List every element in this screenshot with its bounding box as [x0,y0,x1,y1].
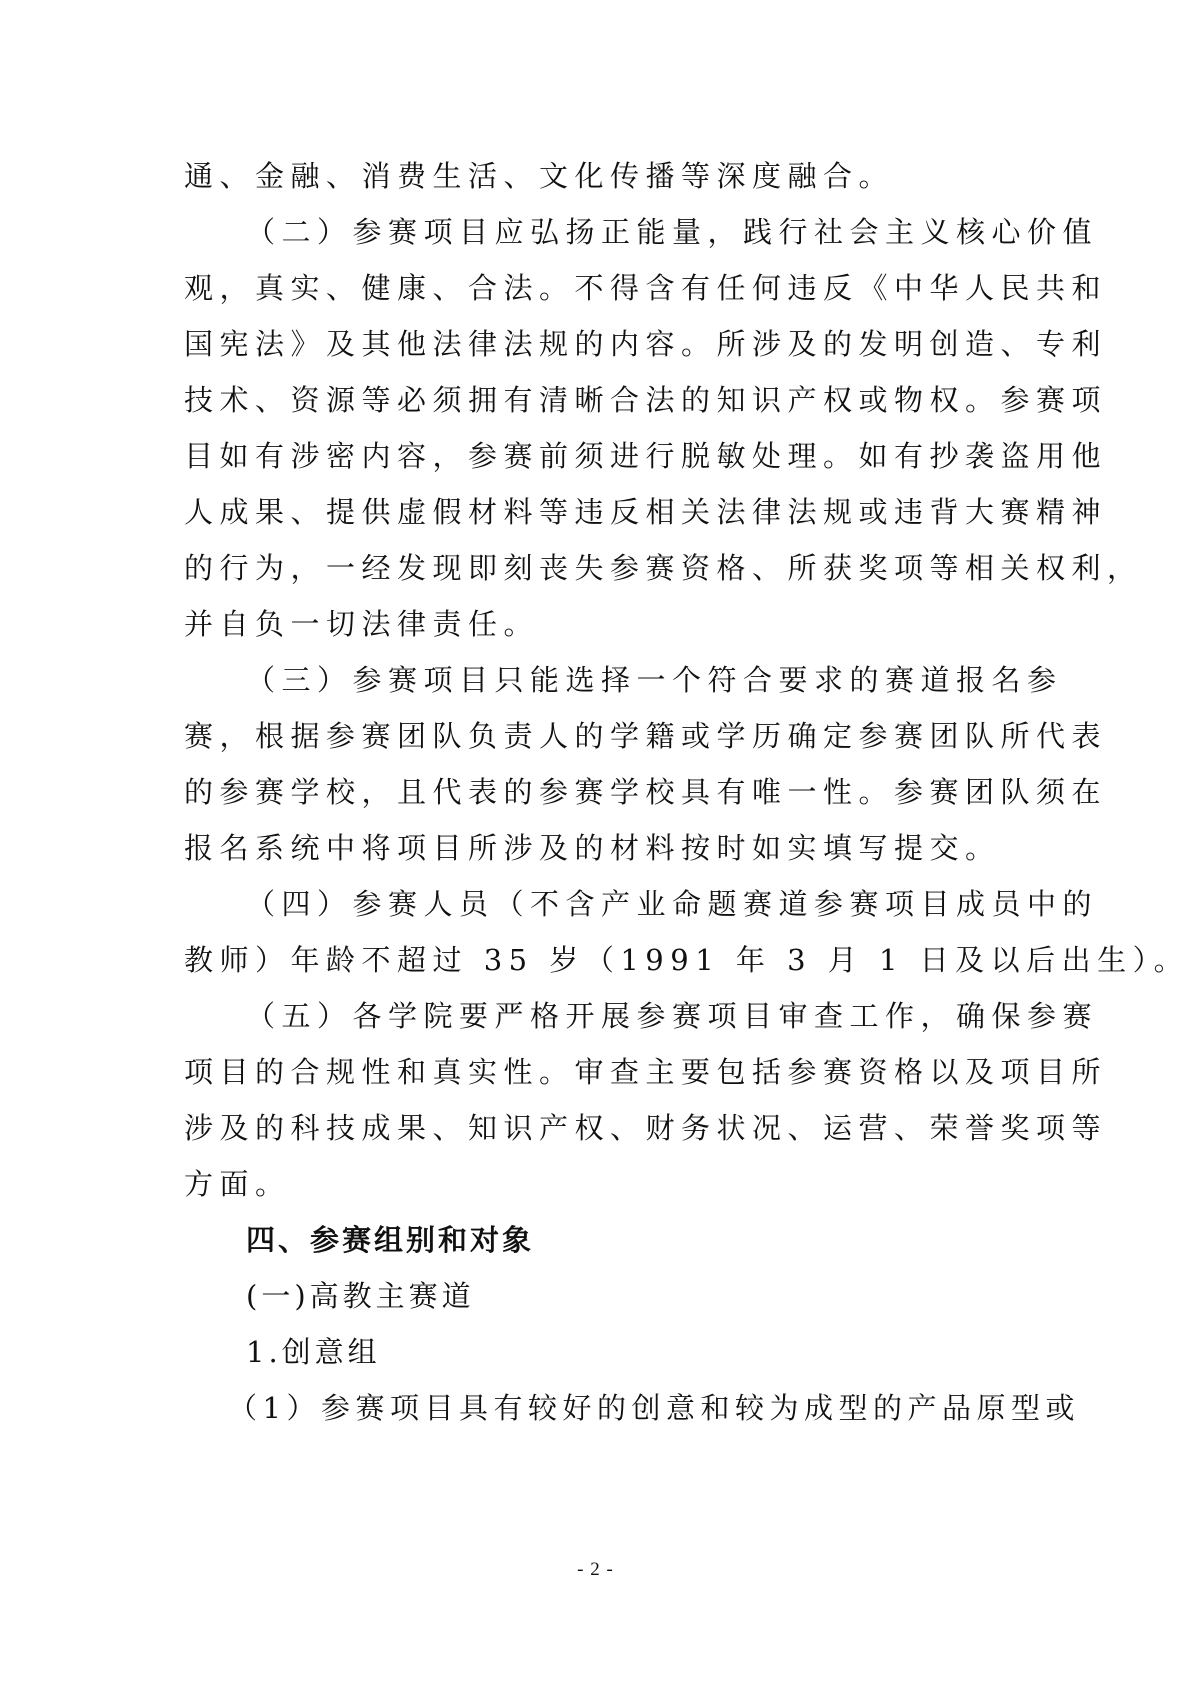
paragraph-line: 技术、资源等必须拥有清晰合法的知识产权或物权。参赛项 [184,383,1108,417]
section-heading: 四、参赛组别和对象 [246,1223,535,1257]
paragraph-line: （三）参赛项目只能选择一个符合要求的赛道报名参 [246,663,1063,697]
paragraph-line: 教师）年龄不超过 35 岁（1991 年 3 月 1 日及以后出生）。 [184,943,1190,977]
paragraph-line: 的参赛学校，且代表的参赛学校具有唯一性。参赛团队须在 [184,775,1108,809]
paragraph-line: 国宪法》及其他法律法规的内容。所涉及的发明创造、专利 [184,327,1108,361]
paragraph-line: 报名系统中将项目所涉及的材料按时如实填写提交。 [184,831,1001,865]
subsection-heading: (一)高教主赛道 [246,1279,475,1313]
paragraph-line: （五）各学院要严格开展参赛项目审查工作，确保参赛 [246,999,1099,1033]
paragraph-line: 方面。 [184,1167,291,1201]
page-number: - 2 - [577,1559,614,1580]
group-heading: 1.创意组 [246,1335,381,1369]
paragraph-line: 观，真实、健康、合法。不得含有任何违反《中华人民共和 [184,271,1108,305]
paragraph-line: （四）参赛人员（不含产业命题赛道参赛项目成员中的 [246,887,1099,921]
paragraph-line: 项目的合规性和真实性。审查主要包括参赛资格以及项目所 [184,1055,1108,1089]
paragraph-line: 人成果、提供虚假材料等违反相关法律法规或违背大赛精神 [184,495,1108,529]
paragraph-line: 赛，根据参赛团队负责人的学籍或学历确定参赛团队所代表 [184,719,1108,753]
paragraph-line: （二）参赛项目应弘扬正能量，践行社会主义核心价值 [246,215,1099,249]
paragraph-line: 并自负一切法律责任。 [184,607,540,641]
paragraph-line: 通、金融、消费生活、文化传播等深度融合。 [184,159,895,193]
paragraph-line: 涉及的科技成果、知识产权、财务状况、运营、荣誉奖项等 [184,1111,1108,1145]
paragraph-line: 的行为，一经发现即刻丧失参赛资格、所获奖项等相关权利， [184,551,1143,585]
paragraph-line: （1）参赛项目具有较好的创意和较为成型的产品原型或 [228,1391,1080,1425]
paragraph-line: 目如有涉密内容，参赛前须进行脱敏处理。如有抄袭盗用他 [184,439,1108,473]
